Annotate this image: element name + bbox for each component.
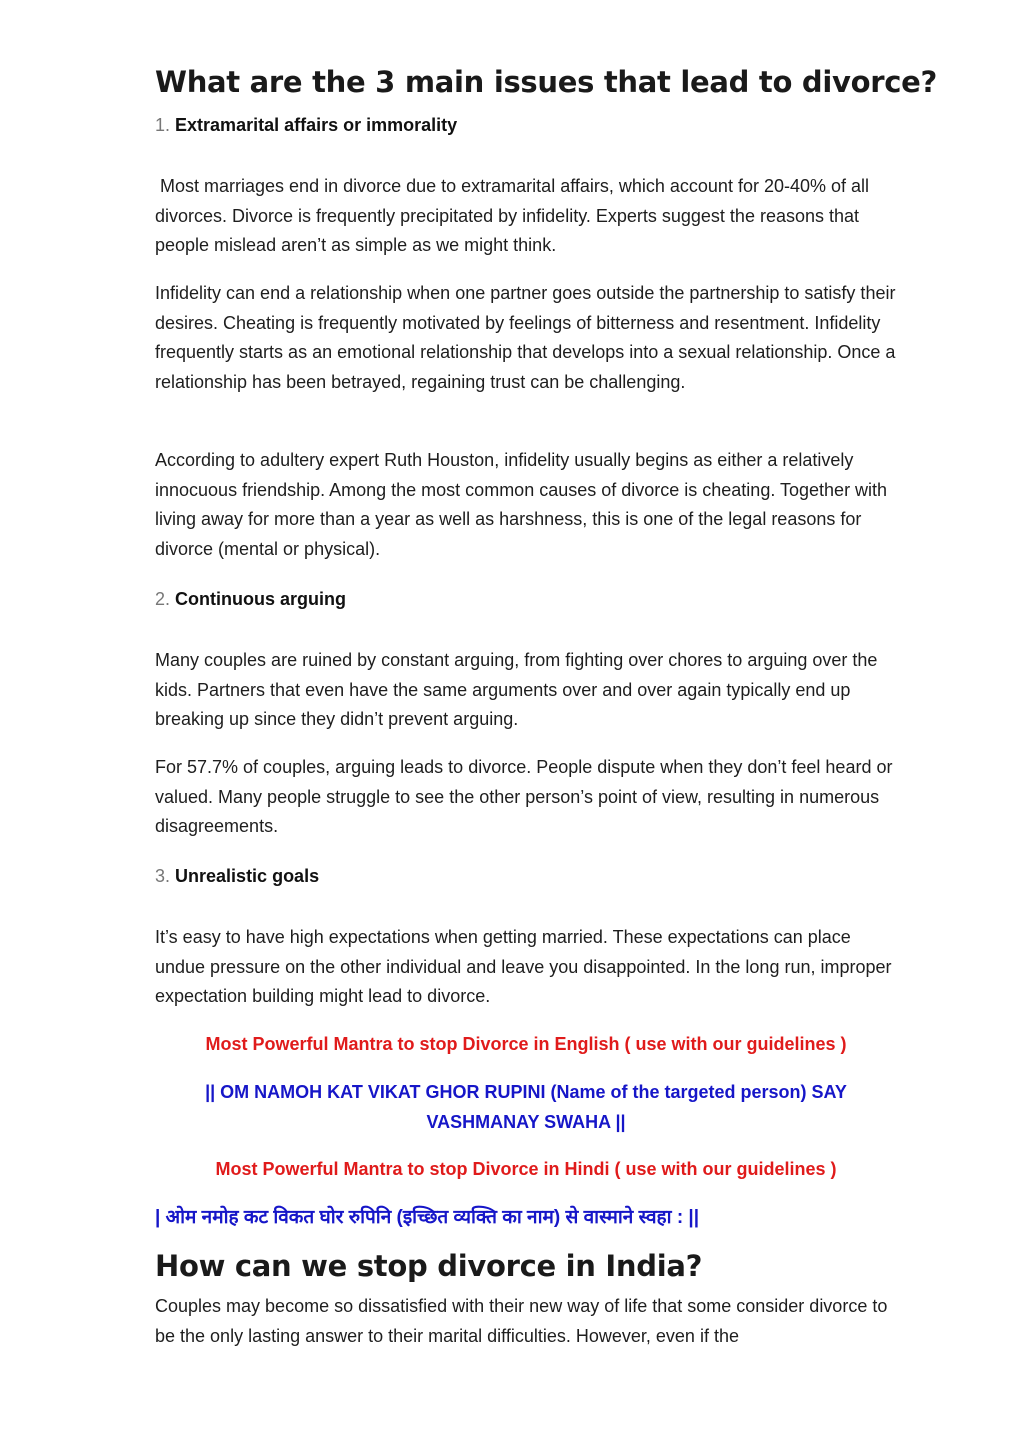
mantra-hindi-text: | ओम नमोह कट विकत घोर रुपिनि (इच्छित व्यक्ति का नाम) से वास्माने स्वहा : || bbox=[155, 1207, 700, 1228]
list-label: Continuous arguing bbox=[175, 589, 347, 609]
mantra-english-text: || OM NAMOH KAT VIKAT GHOR RUPINI (Name of the targeted person) SAY VASHMANAY SWAHA || bbox=[205, 1082, 847, 1132]
section-heading: What are the 3 main issues that lead to divorce? bbox=[155, 65, 938, 99]
paragraph: Most marriages end in divorce due to extramarital affairs, which account for 20-40% of all divorces. Divorce is frequently precipitated by infidelity. Experts suggest the reasons that people mislead aren’t as simple as we might think. bbox=[155, 176, 875, 256]
paragraph: Infidelity can end a relationship when one partner goes outside the partnership to satisfy their desires. Cheating is frequently motivated by feelings of bitterness and resentment. Infidelity frequently starts as an emotional relationship that develops into a sexual relationship. Once a relationship has been betrayed, regaining trust can be challenging. bbox=[155, 283, 896, 393]
list-item-heading bbox=[155, 587, 346, 611]
list-item-heading bbox=[155, 113, 457, 137]
list-item-heading bbox=[155, 864, 319, 888]
section-heading: How can we stop divorce in India? bbox=[155, 1249, 703, 1283]
list-label: Unrealistic goals bbox=[175, 866, 320, 886]
mantra-hindi-title: Most Powerful Mantra to stop Divorce in Hindi ( use with our guidelines ) bbox=[215, 1159, 837, 1179]
paragraph: For 57.7% of couples, arguing leads to divorce. People dispute when they don’t feel heard or valued. Many people struggle to see the other person’s point of view, resulting in numerous disagreements. bbox=[155, 757, 893, 837]
mantra-english-title: Most Powerful Mantra to stop Divorce in English ( use with our guidelines ) bbox=[205, 1034, 847, 1054]
paragraph: Many couples are ruined by constant arguing, from fighting over chores to arguing over the kids. Partners that even have the same arguments over and over again typically end up breaking up since they didn’t prevent arguing. bbox=[155, 650, 878, 730]
paragraph: Couples may become so dissatisfied with their new way of life that some consider divorce to be the only lasting answer to their marital difficulties. However, even if the bbox=[155, 1296, 888, 1346]
list-label: Extramarital affairs or immorality bbox=[175, 115, 458, 135]
paragraph: According to adultery expert Ruth Houston, infidelity usually begins as either a relatively innocuous friendship. Among the most common causes of divorce is cheating. Together with living away for more than a year as well as harshness, this is one of the legal reasons for divorce (mental or physical). bbox=[155, 450, 888, 560]
list-number: 3. bbox=[155, 866, 171, 886]
paragraph: It’s easy to have high expectations when getting married. These expectations can place undue pressure on the other individual and leave you disappointed. In the long run, improper expectation building might lead to divorce. bbox=[155, 927, 892, 1007]
list-number: 2. bbox=[155, 589, 171, 609]
list-number: 1. bbox=[155, 115, 171, 135]
